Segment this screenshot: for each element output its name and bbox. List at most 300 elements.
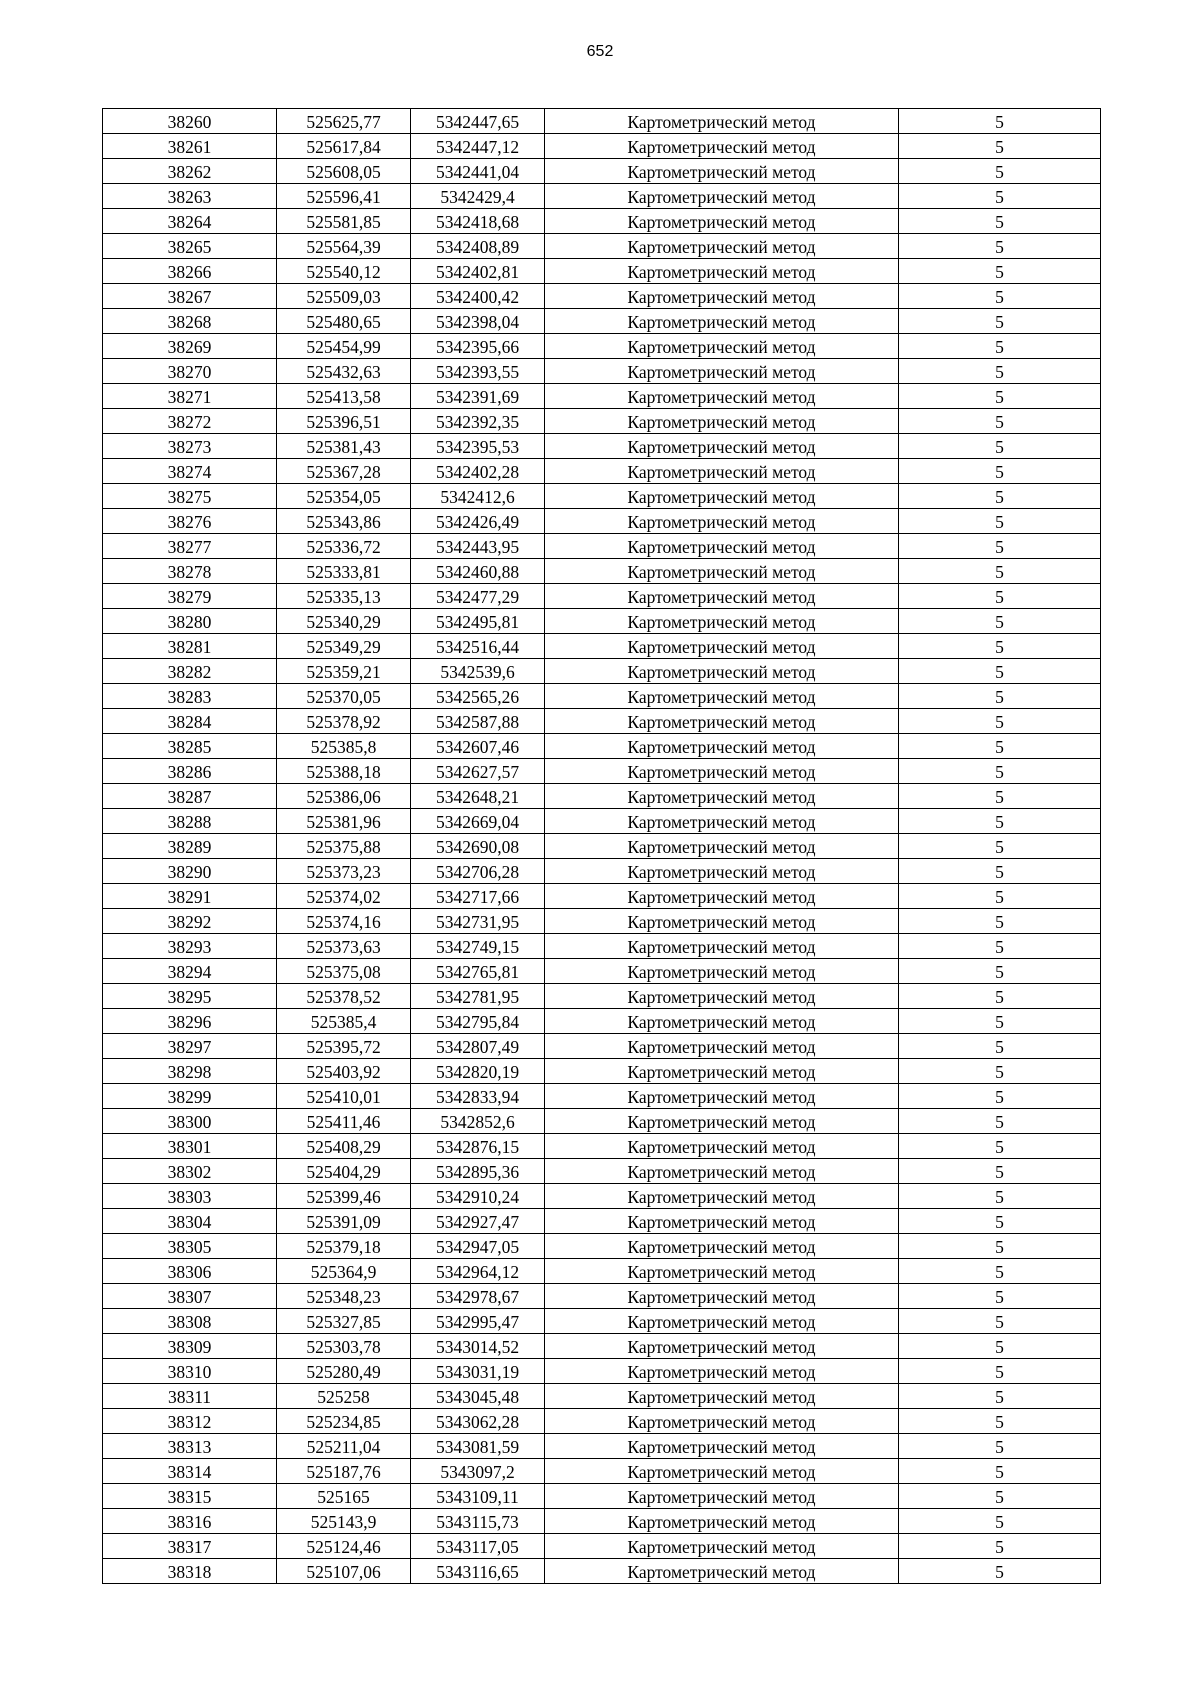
accuracy-cell: 5 bbox=[899, 284, 1101, 309]
accuracy-cell: 5 bbox=[899, 1109, 1101, 1134]
y-coordinate-cell: 5342795,84 bbox=[411, 1009, 545, 1034]
y-coordinate-cell: 5343062,28 bbox=[411, 1409, 545, 1434]
table-row bbox=[103, 634, 1101, 659]
point-number-cell: 38295 bbox=[103, 984, 277, 1009]
point-number-cell: 38289 bbox=[103, 834, 277, 859]
accuracy-cell: 5 bbox=[899, 484, 1101, 509]
method-cell: Картометрический метод bbox=[545, 1059, 899, 1084]
y-coordinate-cell: 5342392,35 bbox=[411, 409, 545, 434]
table-row bbox=[103, 384, 1101, 409]
point-number-cell: 38317 bbox=[103, 1534, 277, 1559]
method-cell: Картометрический метод bbox=[545, 1034, 899, 1059]
x-coordinate-cell: 525625,77 bbox=[277, 109, 411, 134]
table-row bbox=[103, 359, 1101, 384]
x-coordinate-cell: 525411,46 bbox=[277, 1109, 411, 1134]
y-coordinate-cell: 5342587,88 bbox=[411, 709, 545, 734]
y-coordinate-cell: 5342807,49 bbox=[411, 1034, 545, 1059]
x-coordinate-cell: 525124,46 bbox=[277, 1534, 411, 1559]
table-row bbox=[103, 1234, 1101, 1259]
x-coordinate-cell: 525373,63 bbox=[277, 934, 411, 959]
y-coordinate-cell: 5342539,6 bbox=[411, 659, 545, 684]
accuracy-cell: 5 bbox=[899, 1084, 1101, 1109]
x-coordinate-cell: 525378,92 bbox=[277, 709, 411, 734]
method-cell: Картометрический метод bbox=[545, 1234, 899, 1259]
method-cell: Картометрический метод bbox=[545, 959, 899, 984]
accuracy-cell: 5 bbox=[899, 584, 1101, 609]
table-row bbox=[103, 1159, 1101, 1184]
y-coordinate-cell: 5343115,73 bbox=[411, 1509, 545, 1534]
y-coordinate-cell: 5342402,28 bbox=[411, 459, 545, 484]
point-number-cell: 38292 bbox=[103, 909, 277, 934]
point-number-cell: 38266 bbox=[103, 259, 277, 284]
x-coordinate-cell: 525359,21 bbox=[277, 659, 411, 684]
y-coordinate-cell: 5342717,66 bbox=[411, 884, 545, 909]
method-cell: Картометрический метод bbox=[545, 934, 899, 959]
accuracy-cell: 5 bbox=[899, 1534, 1101, 1559]
point-number-cell: 38318 bbox=[103, 1559, 277, 1584]
accuracy-cell: 5 bbox=[899, 1434, 1101, 1459]
x-coordinate-cell: 525608,05 bbox=[277, 159, 411, 184]
method-cell: Картометрический метод bbox=[545, 634, 899, 659]
x-coordinate-cell: 525303,78 bbox=[277, 1334, 411, 1359]
point-number-cell: 38294 bbox=[103, 959, 277, 984]
point-number-cell: 38316 bbox=[103, 1509, 277, 1534]
y-coordinate-cell: 5343014,52 bbox=[411, 1334, 545, 1359]
accuracy-cell: 5 bbox=[899, 309, 1101, 334]
table-row bbox=[103, 1434, 1101, 1459]
x-coordinate-cell: 525364,9 bbox=[277, 1259, 411, 1284]
table-row bbox=[103, 1534, 1101, 1559]
accuracy-cell: 5 bbox=[899, 884, 1101, 909]
x-coordinate-cell: 525596,41 bbox=[277, 184, 411, 209]
table-row bbox=[103, 934, 1101, 959]
y-coordinate-cell: 5342927,47 bbox=[411, 1209, 545, 1234]
point-number-cell: 38304 bbox=[103, 1209, 277, 1234]
point-number-cell: 38298 bbox=[103, 1059, 277, 1084]
accuracy-cell: 5 bbox=[899, 1409, 1101, 1434]
accuracy-cell: 5 bbox=[899, 1484, 1101, 1509]
point-number-cell: 38296 bbox=[103, 1009, 277, 1034]
table-row bbox=[103, 1509, 1101, 1534]
y-coordinate-cell: 5342690,08 bbox=[411, 834, 545, 859]
y-coordinate-cell: 5342978,67 bbox=[411, 1284, 545, 1309]
y-coordinate-cell: 5342947,05 bbox=[411, 1234, 545, 1259]
table-row bbox=[103, 334, 1101, 359]
accuracy-cell: 5 bbox=[899, 409, 1101, 434]
table-row bbox=[103, 284, 1101, 309]
table-row bbox=[103, 109, 1101, 134]
table-row bbox=[103, 784, 1101, 809]
accuracy-cell: 5 bbox=[899, 784, 1101, 809]
table-row bbox=[103, 1559, 1101, 1584]
method-cell: Картометрический метод bbox=[545, 1409, 899, 1434]
accuracy-cell: 5 bbox=[899, 634, 1101, 659]
x-coordinate-cell: 525375,88 bbox=[277, 834, 411, 859]
y-coordinate-cell: 5342495,81 bbox=[411, 609, 545, 634]
x-coordinate-cell: 525107,06 bbox=[277, 1559, 411, 1584]
x-coordinate-cell: 525349,29 bbox=[277, 634, 411, 659]
method-cell: Картометрический метод bbox=[545, 859, 899, 884]
y-coordinate-cell: 5342876,15 bbox=[411, 1134, 545, 1159]
point-number-cell: 38285 bbox=[103, 734, 277, 759]
table-row bbox=[103, 1359, 1101, 1384]
y-coordinate-cell: 5343116,65 bbox=[411, 1559, 545, 1584]
x-coordinate-cell: 525143,9 bbox=[277, 1509, 411, 1534]
table-row bbox=[103, 184, 1101, 209]
x-coordinate-cell: 525211,04 bbox=[277, 1434, 411, 1459]
point-number-cell: 38287 bbox=[103, 784, 277, 809]
point-number-cell: 38309 bbox=[103, 1334, 277, 1359]
y-coordinate-cell: 5342402,81 bbox=[411, 259, 545, 284]
y-coordinate-cell: 5342441,04 bbox=[411, 159, 545, 184]
y-coordinate-cell: 5342447,65 bbox=[411, 109, 545, 134]
table-row bbox=[103, 684, 1101, 709]
x-coordinate-cell: 525165 bbox=[277, 1484, 411, 1509]
table-row bbox=[103, 1059, 1101, 1084]
table-row bbox=[103, 1084, 1101, 1109]
point-number-cell: 38267 bbox=[103, 284, 277, 309]
accuracy-cell: 5 bbox=[899, 959, 1101, 984]
point-number-cell: 38297 bbox=[103, 1034, 277, 1059]
table-row bbox=[103, 1009, 1101, 1034]
method-cell: Картометрический метод bbox=[545, 559, 899, 584]
table-row bbox=[103, 1209, 1101, 1234]
y-coordinate-cell: 5342412,6 bbox=[411, 484, 545, 509]
method-cell: Картометрический метод bbox=[545, 234, 899, 259]
point-number-cell: 38284 bbox=[103, 709, 277, 734]
method-cell: Картометрический метод bbox=[545, 534, 899, 559]
x-coordinate-cell: 525432,63 bbox=[277, 359, 411, 384]
table-row bbox=[103, 1109, 1101, 1134]
x-coordinate-cell: 525375,08 bbox=[277, 959, 411, 984]
method-cell: Картометрический метод bbox=[545, 1084, 899, 1109]
method-cell: Картометрический метод bbox=[545, 884, 899, 909]
method-cell: Картометрический метод bbox=[545, 509, 899, 534]
x-coordinate-cell: 525258 bbox=[277, 1384, 411, 1409]
accuracy-cell: 5 bbox=[899, 259, 1101, 284]
y-coordinate-cell: 5342398,04 bbox=[411, 309, 545, 334]
table-row bbox=[103, 1484, 1101, 1509]
table-row bbox=[103, 759, 1101, 784]
y-coordinate-cell: 5342408,89 bbox=[411, 234, 545, 259]
table-row bbox=[103, 909, 1101, 934]
method-cell: Картометрический метод bbox=[545, 759, 899, 784]
accuracy-cell: 5 bbox=[899, 659, 1101, 684]
table-row bbox=[103, 509, 1101, 534]
point-number-cell: 38301 bbox=[103, 1134, 277, 1159]
x-coordinate-cell: 525327,85 bbox=[277, 1309, 411, 1334]
point-number-cell: 38314 bbox=[103, 1459, 277, 1484]
y-coordinate-cell: 5343031,19 bbox=[411, 1359, 545, 1384]
point-number-cell: 38262 bbox=[103, 159, 277, 184]
y-coordinate-cell: 5343109,11 bbox=[411, 1484, 545, 1509]
method-cell: Картометрический метод bbox=[545, 134, 899, 159]
x-coordinate-cell: 525396,51 bbox=[277, 409, 411, 434]
point-number-cell: 38263 bbox=[103, 184, 277, 209]
accuracy-cell: 5 bbox=[899, 1259, 1101, 1284]
point-number-cell: 38275 bbox=[103, 484, 277, 509]
accuracy-cell: 5 bbox=[899, 559, 1101, 584]
accuracy-cell: 5 bbox=[899, 1359, 1101, 1384]
accuracy-cell: 5 bbox=[899, 1184, 1101, 1209]
table-row bbox=[103, 1259, 1101, 1284]
point-number-cell: 38312 bbox=[103, 1409, 277, 1434]
x-coordinate-cell: 525408,29 bbox=[277, 1134, 411, 1159]
x-coordinate-cell: 525399,46 bbox=[277, 1184, 411, 1209]
x-coordinate-cell: 525540,12 bbox=[277, 259, 411, 284]
accuracy-cell: 5 bbox=[899, 1309, 1101, 1334]
y-coordinate-cell: 5342607,46 bbox=[411, 734, 545, 759]
y-coordinate-cell: 5342447,12 bbox=[411, 134, 545, 159]
method-cell: Картометрический метод bbox=[545, 159, 899, 184]
accuracy-cell: 5 bbox=[899, 159, 1101, 184]
x-coordinate-cell: 525385,8 bbox=[277, 734, 411, 759]
y-coordinate-cell: 5343081,59 bbox=[411, 1434, 545, 1459]
method-cell: Картометрический метод bbox=[545, 209, 899, 234]
y-coordinate-cell: 5343097,2 bbox=[411, 1459, 545, 1484]
y-coordinate-cell: 5343045,48 bbox=[411, 1384, 545, 1409]
method-cell: Картометрический метод bbox=[545, 1134, 899, 1159]
x-coordinate-cell: 525581,85 bbox=[277, 209, 411, 234]
method-cell: Картометрический метод bbox=[545, 309, 899, 334]
method-cell: Картометрический метод bbox=[545, 1434, 899, 1459]
method-cell: Картометрический метод bbox=[545, 1259, 899, 1284]
table-row bbox=[103, 484, 1101, 509]
point-number-cell: 38288 bbox=[103, 809, 277, 834]
table-row bbox=[103, 1334, 1101, 1359]
accuracy-cell: 5 bbox=[899, 359, 1101, 384]
y-coordinate-cell: 5342627,57 bbox=[411, 759, 545, 784]
y-coordinate-cell: 5342820,19 bbox=[411, 1059, 545, 1084]
y-coordinate-cell: 5342516,44 bbox=[411, 634, 545, 659]
accuracy-cell: 5 bbox=[899, 934, 1101, 959]
accuracy-cell: 5 bbox=[899, 1134, 1101, 1159]
x-coordinate-cell: 525388,18 bbox=[277, 759, 411, 784]
table-row bbox=[103, 834, 1101, 859]
accuracy-cell: 5 bbox=[899, 184, 1101, 209]
accuracy-cell: 5 bbox=[899, 1009, 1101, 1034]
point-number-cell: 38310 bbox=[103, 1359, 277, 1384]
point-number-cell: 38307 bbox=[103, 1284, 277, 1309]
x-coordinate-cell: 525381,43 bbox=[277, 434, 411, 459]
y-coordinate-cell: 5342477,29 bbox=[411, 584, 545, 609]
x-coordinate-cell: 525280,49 bbox=[277, 1359, 411, 1384]
table-row bbox=[103, 809, 1101, 834]
table-row bbox=[103, 584, 1101, 609]
table-row bbox=[103, 434, 1101, 459]
method-cell: Картометрический метод bbox=[545, 384, 899, 409]
x-coordinate-cell: 525374,02 bbox=[277, 884, 411, 909]
accuracy-cell: 5 bbox=[899, 1209, 1101, 1234]
accuracy-cell: 5 bbox=[899, 1459, 1101, 1484]
coordinates-table bbox=[102, 108, 1101, 1584]
point-number-cell: 38273 bbox=[103, 434, 277, 459]
y-coordinate-cell: 5342852,6 bbox=[411, 1109, 545, 1134]
method-cell: Картометрический метод bbox=[545, 1284, 899, 1309]
y-coordinate-cell: 5342391,69 bbox=[411, 384, 545, 409]
point-number-cell: 38272 bbox=[103, 409, 277, 434]
accuracy-cell: 5 bbox=[899, 1384, 1101, 1409]
point-number-cell: 38261 bbox=[103, 134, 277, 159]
point-number-cell: 38264 bbox=[103, 209, 277, 234]
y-coordinate-cell: 5342395,53 bbox=[411, 434, 545, 459]
y-coordinate-cell: 5342426,49 bbox=[411, 509, 545, 534]
table-row bbox=[103, 984, 1101, 1009]
point-number-cell: 38302 bbox=[103, 1159, 277, 1184]
table-row bbox=[103, 1034, 1101, 1059]
accuracy-cell: 5 bbox=[899, 1559, 1101, 1584]
point-number-cell: 38293 bbox=[103, 934, 277, 959]
y-coordinate-cell: 5342781,95 bbox=[411, 984, 545, 1009]
accuracy-cell: 5 bbox=[899, 1509, 1101, 1534]
accuracy-cell: 5 bbox=[899, 809, 1101, 834]
table-row bbox=[103, 1134, 1101, 1159]
accuracy-cell: 5 bbox=[899, 734, 1101, 759]
method-cell: Картометрический метод bbox=[545, 684, 899, 709]
method-cell: Картометрический метод bbox=[545, 909, 899, 934]
point-number-cell: 38305 bbox=[103, 1234, 277, 1259]
table-row bbox=[103, 859, 1101, 884]
x-coordinate-cell: 525333,81 bbox=[277, 559, 411, 584]
point-number-cell: 38279 bbox=[103, 584, 277, 609]
y-coordinate-cell: 5342964,12 bbox=[411, 1259, 545, 1284]
table-row bbox=[103, 409, 1101, 434]
method-cell: Картометрический метод bbox=[545, 609, 899, 634]
method-cell: Картометрический метод bbox=[545, 1384, 899, 1409]
point-number-cell: 38299 bbox=[103, 1084, 277, 1109]
table-row bbox=[103, 1184, 1101, 1209]
accuracy-cell: 5 bbox=[899, 234, 1101, 259]
y-coordinate-cell: 5342669,04 bbox=[411, 809, 545, 834]
method-cell: Картометрический метод bbox=[545, 259, 899, 284]
y-coordinate-cell: 5342833,94 bbox=[411, 1084, 545, 1109]
point-number-cell: 38308 bbox=[103, 1309, 277, 1334]
x-coordinate-cell: 525403,92 bbox=[277, 1059, 411, 1084]
x-coordinate-cell: 525187,76 bbox=[277, 1459, 411, 1484]
point-number-cell: 38300 bbox=[103, 1109, 277, 1134]
point-number-cell: 38303 bbox=[103, 1184, 277, 1209]
x-coordinate-cell: 525509,03 bbox=[277, 284, 411, 309]
x-coordinate-cell: 525340,29 bbox=[277, 609, 411, 634]
x-coordinate-cell: 525454,99 bbox=[277, 334, 411, 359]
method-cell: Картометрический метод bbox=[545, 459, 899, 484]
page-number: 652 bbox=[586, 43, 614, 60]
y-coordinate-cell: 5342395,66 bbox=[411, 334, 545, 359]
table-row bbox=[103, 309, 1101, 334]
accuracy-cell: 5 bbox=[899, 1284, 1101, 1309]
point-number-cell: 38260 bbox=[103, 109, 277, 134]
accuracy-cell: 5 bbox=[899, 1159, 1101, 1184]
method-cell: Картометрический метод bbox=[545, 109, 899, 134]
point-number-cell: 38286 bbox=[103, 759, 277, 784]
method-cell: Картометрический метод bbox=[545, 1359, 899, 1384]
y-coordinate-cell: 5342765,81 bbox=[411, 959, 545, 984]
method-cell: Картометрический метод bbox=[545, 809, 899, 834]
accuracy-cell: 5 bbox=[899, 759, 1101, 784]
method-cell: Картометрический метод bbox=[545, 659, 899, 684]
x-coordinate-cell: 525410,01 bbox=[277, 1084, 411, 1109]
table-row bbox=[103, 1309, 1101, 1334]
accuracy-cell: 5 bbox=[899, 834, 1101, 859]
x-coordinate-cell: 525391,09 bbox=[277, 1209, 411, 1234]
y-coordinate-cell: 5342418,68 bbox=[411, 209, 545, 234]
table-row bbox=[103, 1384, 1101, 1409]
accuracy-cell: 5 bbox=[899, 459, 1101, 484]
point-number-cell: 38280 bbox=[103, 609, 277, 634]
accuracy-cell: 5 bbox=[899, 534, 1101, 559]
accuracy-cell: 5 bbox=[899, 134, 1101, 159]
x-coordinate-cell: 525378,52 bbox=[277, 984, 411, 1009]
y-coordinate-cell: 5342706,28 bbox=[411, 859, 545, 884]
point-number-cell: 38311 bbox=[103, 1384, 277, 1409]
y-coordinate-cell: 5342393,55 bbox=[411, 359, 545, 384]
x-coordinate-cell: 525480,65 bbox=[277, 309, 411, 334]
method-cell: Картометрический метод bbox=[545, 359, 899, 384]
x-coordinate-cell: 525370,05 bbox=[277, 684, 411, 709]
point-number-cell: 38313 bbox=[103, 1434, 277, 1459]
x-coordinate-cell: 525385,4 bbox=[277, 1009, 411, 1034]
method-cell: Картометрический метод bbox=[545, 1209, 899, 1234]
y-coordinate-cell: 5342565,26 bbox=[411, 684, 545, 709]
method-cell: Картометрический метод bbox=[545, 709, 899, 734]
method-cell: Картометрический метод bbox=[545, 1159, 899, 1184]
point-number-cell: 38265 bbox=[103, 234, 277, 259]
table-row bbox=[103, 709, 1101, 734]
accuracy-cell: 5 bbox=[899, 1234, 1101, 1259]
x-coordinate-cell: 525386,06 bbox=[277, 784, 411, 809]
table-row bbox=[103, 734, 1101, 759]
accuracy-cell: 5 bbox=[899, 384, 1101, 409]
table-row bbox=[103, 884, 1101, 909]
y-coordinate-cell: 5342400,42 bbox=[411, 284, 545, 309]
x-coordinate-cell: 525617,84 bbox=[277, 134, 411, 159]
x-coordinate-cell: 525381,96 bbox=[277, 809, 411, 834]
method-cell: Картометрический метод bbox=[545, 1309, 899, 1334]
y-coordinate-cell: 5342895,36 bbox=[411, 1159, 545, 1184]
y-coordinate-cell: 5342910,24 bbox=[411, 1184, 545, 1209]
x-coordinate-cell: 525343,86 bbox=[277, 509, 411, 534]
table-row bbox=[103, 609, 1101, 634]
accuracy-cell: 5 bbox=[899, 859, 1101, 884]
point-number-cell: 38277 bbox=[103, 534, 277, 559]
y-coordinate-cell: 5342648,21 bbox=[411, 784, 545, 809]
table-row bbox=[103, 259, 1101, 284]
accuracy-cell: 5 bbox=[899, 509, 1101, 534]
accuracy-cell: 5 bbox=[899, 1059, 1101, 1084]
method-cell: Картометрический метод bbox=[545, 1109, 899, 1134]
point-number-cell: 38282 bbox=[103, 659, 277, 684]
method-cell: Картометрический метод bbox=[545, 834, 899, 859]
method-cell: Картометрический метод bbox=[545, 1484, 899, 1509]
method-cell: Картометрический метод bbox=[545, 434, 899, 459]
method-cell: Картометрический метод bbox=[545, 284, 899, 309]
x-coordinate-cell: 525373,23 bbox=[277, 859, 411, 884]
point-number-cell: 38278 bbox=[103, 559, 277, 584]
accuracy-cell: 5 bbox=[899, 609, 1101, 634]
table-row bbox=[103, 134, 1101, 159]
point-number-cell: 38274 bbox=[103, 459, 277, 484]
table-row bbox=[103, 209, 1101, 234]
y-coordinate-cell: 5342995,47 bbox=[411, 1309, 545, 1334]
method-cell: Картометрический метод bbox=[545, 1509, 899, 1534]
method-cell: Картометрический метод bbox=[545, 984, 899, 1009]
point-number-cell: 38315 bbox=[103, 1484, 277, 1509]
y-coordinate-cell: 5342443,95 bbox=[411, 534, 545, 559]
x-coordinate-cell: 525379,18 bbox=[277, 1234, 411, 1259]
y-coordinate-cell: 5342749,15 bbox=[411, 934, 545, 959]
table-row bbox=[103, 159, 1101, 184]
accuracy-cell: 5 bbox=[899, 434, 1101, 459]
